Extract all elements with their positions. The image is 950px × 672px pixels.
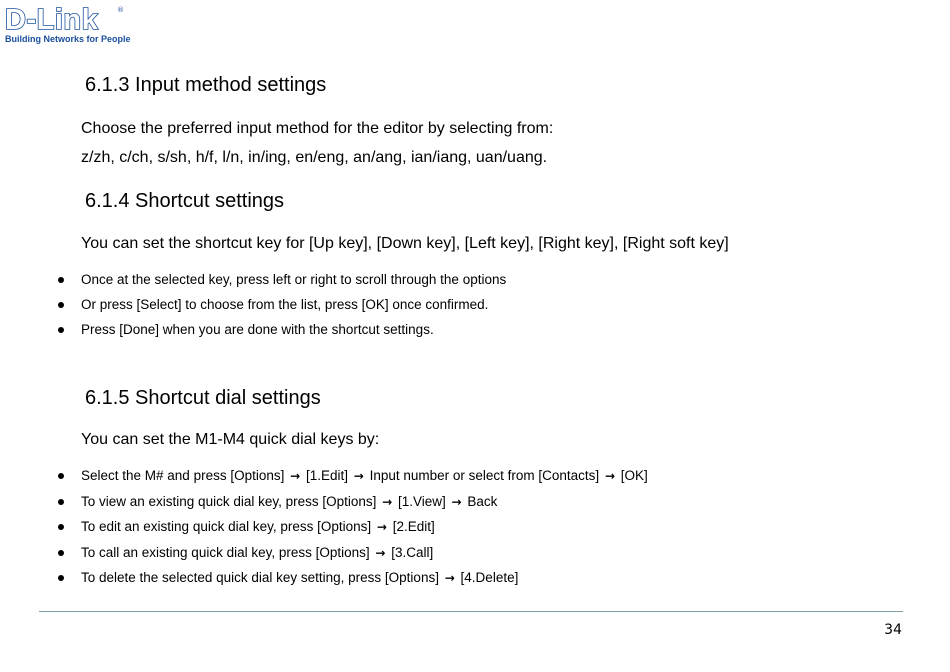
bullet-icon — [58, 302, 64, 308]
list-item-text: Once at the selected key, press left or right to scroll through the options — [81, 272, 507, 287]
list-item-text: Press [Done] when you are done with the shortcut settings. — [81, 322, 434, 337]
list-item — [0, 296, 900, 314]
logo-wordmark: D-Link — [5, 4, 99, 36]
arrow-right-icon: → — [376, 520, 387, 534]
arrow-right-icon: → — [290, 469, 301, 483]
logo-registered-mark: ® — [117, 6, 124, 14]
list-item-text: To delete the selected quick dial key setting, press [Options] → [4.Delete] — [81, 570, 519, 585]
bullet-icon — [58, 575, 64, 581]
bullet-icon — [58, 473, 64, 479]
list-item — [0, 467, 900, 485]
list-item-text: To view an existing quick dial key, press [Options] → [1.View] → Back — [81, 494, 498, 509]
arrow-right-icon: → — [382, 495, 393, 509]
heading-input-method-settings: 6.1.3 Input method settings — [85, 74, 327, 96]
arrow-right-icon: → — [375, 546, 386, 560]
logo-tagline: Building Networks for People — [5, 34, 131, 44]
heading-shortcut-dial-settings: 6.1.5 Shortcut dial settings — [85, 387, 321, 409]
list-item-text: To call an existing quick dial key, press [Options] → [3.Call] — [81, 545, 434, 560]
arrow-right-icon: → — [444, 571, 455, 585]
list-item — [0, 321, 900, 339]
bullet-icon — [58, 499, 64, 505]
list-item-text: To edit an existing quick dial key, press [Options] → [2.Edit] — [81, 519, 435, 534]
input-method-options: z/zh, c/ch, s/sh, h/f, l/n, in/ing, en/eng, an/ang, ian/iang, uan/uang. — [81, 149, 548, 166]
list-item — [0, 518, 900, 536]
arrow-right-icon: → — [451, 495, 462, 509]
bullet-icon — [58, 327, 64, 333]
shortcut-settings-intro: You can set the shortcut key for [Up key], [Down key], [Left key], [Right key], [Right soft key] — [81, 235, 729, 252]
bullet-icon — [58, 550, 64, 556]
arrow-right-icon: → — [604, 469, 616, 483]
input-method-intro: Choose the preferred input method for the editor by selecting from: — [81, 120, 554, 137]
list-item-text: Select the M# and press [Options] → [1.Edit] → Input number or select from [Contacts] → [OK] — [81, 468, 648, 483]
list-item — [0, 569, 900, 587]
page-number: 34 — [884, 622, 902, 638]
list-item — [0, 544, 900, 562]
bullet-icon — [58, 277, 64, 283]
shortcut-dial-intro: You can set the M1-M4 quick dial keys by: — [81, 431, 380, 448]
list-item-text: Or press [Select] to choose from the list, press [OK] once confirmed. — [81, 297, 489, 312]
d-link-logo — [5, 4, 131, 44]
heading-shortcut-settings: 6.1.4 Shortcut settings — [85, 190, 285, 212]
list-item — [0, 271, 900, 289]
list-item — [0, 493, 900, 511]
footer-divider — [39, 611, 903, 612]
bullet-icon — [58, 524, 64, 530]
arrow-right-icon: → — [353, 469, 364, 483]
